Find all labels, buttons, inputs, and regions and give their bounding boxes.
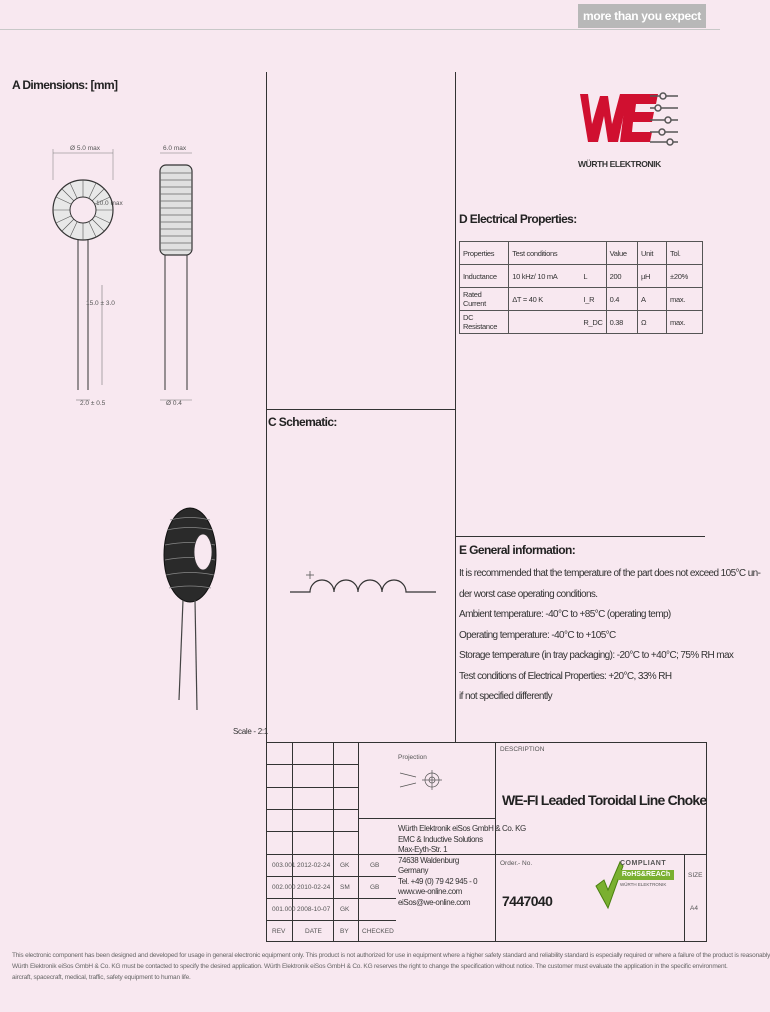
disclaimer-line: This electronic component has been designed and developed for usage in general electronic equipment only. This product is not authorized for use in equipment where a higher safety standard and reliability standard is especially required or where a failure of the product is reasonably xyxy=(12,952,770,959)
header-test-conditions: Test conditions xyxy=(509,242,581,265)
cell-value: 0.38 xyxy=(606,311,637,334)
electrical-properties-table xyxy=(459,241,703,334)
address-line: 74638 Waldenburg xyxy=(398,855,459,865)
header-symbol xyxy=(580,242,606,265)
disclaimer-text xyxy=(12,950,770,983)
description-label: DESCRIPTION xyxy=(500,746,545,753)
footer-col-line xyxy=(684,854,685,942)
dim-pitch: 2.0 ± 0.5 xyxy=(80,400,106,407)
projection-label: Projection xyxy=(398,754,427,761)
cell-value: 0.4 xyxy=(606,288,637,311)
cell-sym: L xyxy=(580,265,606,288)
general-line: if not specified differently xyxy=(459,691,553,702)
rohs-badge xyxy=(594,858,674,912)
rev-date: 2010-02-24 xyxy=(297,884,331,891)
toroid-side-view xyxy=(160,153,192,400)
cell-prop: Rated Current xyxy=(460,288,509,311)
footer-col-line xyxy=(333,742,334,942)
cell-unit: Ω xyxy=(637,311,666,334)
dim-width: 6.0 max xyxy=(163,145,187,152)
header-tol: Tol. xyxy=(667,242,703,265)
section-electrical-title: D Electrical Properties: xyxy=(459,212,577,226)
dimension-drawing xyxy=(40,135,220,415)
dim-height: 10.0 max xyxy=(96,200,123,207)
disclaimer-line: aircraft, spacecraft, medical, traffic, safety equipment to human life. xyxy=(12,974,191,981)
footer-col-line xyxy=(358,742,359,942)
section-general-title: E General information: xyxy=(459,543,576,557)
header-properties: Properties xyxy=(460,242,509,265)
general-line: It is recommended that the temperature of the part does not exceed 105°C un- xyxy=(459,568,761,579)
cell-unit: µH xyxy=(637,265,666,288)
section-schematic-title: C Schematic: xyxy=(268,415,337,429)
address-line: www.we-online.com xyxy=(398,887,462,896)
rev-header-rev: REV xyxy=(272,928,286,935)
cell-cond: ΔT = 40 K xyxy=(509,288,581,311)
footer-row-line xyxy=(266,876,396,877)
general-line: der worst case operating conditions. xyxy=(459,588,598,600)
table-header-row xyxy=(460,242,703,265)
brand-name: WÜRTH ELEKTRONIK xyxy=(578,159,661,169)
footer-row-line xyxy=(266,787,358,788)
rev-header-date: DATE xyxy=(305,928,322,935)
table-row xyxy=(460,311,703,334)
slogan-badge: more than you expect xyxy=(578,4,706,28)
footer-row-line xyxy=(266,809,358,810)
rev-number: 001.000 xyxy=(272,906,296,913)
cell-prop: Inductance xyxy=(460,265,509,288)
rev-by: GK xyxy=(340,906,350,913)
cell-tol: ±20% xyxy=(667,265,703,288)
address-line: eiSos@we-online.com xyxy=(398,897,471,907)
footer-row-line xyxy=(358,818,495,819)
cell-sym: R_DC xyxy=(580,311,606,334)
rohs-brand: WÜRTH ELEKTRONIK xyxy=(620,882,667,887)
footer-left-line xyxy=(266,742,267,942)
footer-right-line xyxy=(706,742,707,942)
rev-by: GK xyxy=(340,862,350,869)
product-title: WE-FI Leaded Toroidal Line Choke xyxy=(502,792,707,808)
general-line: Ambient temperature: -40°C to +85°C (operating temp) xyxy=(459,609,671,620)
rev-number: 003.001 xyxy=(272,862,296,869)
header-value: Value xyxy=(606,242,637,265)
order-number: 7447040 xyxy=(502,893,553,909)
size-value: A4 xyxy=(690,905,698,912)
footer-row-line xyxy=(266,898,396,899)
cell-unit: A xyxy=(637,288,666,311)
disclaimer-line: Würth Elektronik eiSos GmbH & Co. KG must be contacted to specify the desired application. Würth Elektronik eiSos GmbH & Co. KG reserves the right to change the specification without notice. The customer must evaluate the application in the specific environment. xyxy=(12,963,728,970)
rev-number: 002.000 xyxy=(272,884,296,891)
dim-lead-diameter: Ø 0.4 xyxy=(166,400,182,407)
table-row xyxy=(460,288,703,311)
footer-top-line xyxy=(266,742,706,743)
address-line: Würth Elektronik eiSos GmbH & Co. KG xyxy=(398,824,526,833)
address-line: EMC & Inductive Solutions xyxy=(398,834,483,844)
rev-header-checked: CHECKED xyxy=(362,928,394,935)
rev-checked: GB xyxy=(370,862,380,869)
rev-header-by: BY xyxy=(340,928,349,935)
size-label: SIZE xyxy=(688,872,703,879)
toroid-3d-image xyxy=(155,500,230,710)
address-line: Max-Eyth-Str. 1 xyxy=(398,845,448,854)
section-dimensions-title: A Dimensions: [mm] xyxy=(12,78,118,92)
footer-row-line xyxy=(266,764,358,765)
general-info-text xyxy=(459,564,760,708)
cell-cond xyxy=(509,311,581,334)
cell-sym: I_R xyxy=(580,288,606,311)
address-line: Germany xyxy=(398,866,429,875)
footer-bottom-line xyxy=(266,941,706,942)
projection-symbol-icon xyxy=(398,765,448,795)
wurth-logo xyxy=(578,86,683,176)
header-unit: Unit xyxy=(637,242,666,265)
rohs-reach: RoHS&REACh xyxy=(618,870,674,880)
rev-date: 2012-02-24 xyxy=(297,862,331,869)
divider-schematic xyxy=(266,409,456,410)
address-line: Tel. +49 (0) 79 42 945 - 0 xyxy=(398,876,478,886)
scale-label: Scale - 2:1 xyxy=(233,727,268,736)
rev-checked: GB xyxy=(370,884,380,891)
cell-prop: DC Resistance xyxy=(460,311,509,334)
toroid-top-view xyxy=(53,149,113,400)
cell-tol: max. xyxy=(667,311,703,334)
footer-row-line xyxy=(266,920,396,921)
cell-cond: 10 kHz/ 10 mA xyxy=(509,265,581,288)
cell-value: 200 xyxy=(606,265,637,288)
footer-row-line xyxy=(266,831,358,832)
table-row xyxy=(460,265,703,288)
order-no-label: Order.- No. xyxy=(500,860,533,867)
general-line: Storage temperature (in tray packaging): -20°C to +40°C; 75% RH max xyxy=(459,650,734,661)
general-line: Operating temperature: -40°C to +105°C xyxy=(459,629,616,641)
divider-mid xyxy=(455,72,456,742)
rev-date: 2008-10-07 xyxy=(297,906,331,913)
cell-tol: max. xyxy=(667,288,703,311)
inductor-symbol xyxy=(288,560,438,600)
dim-lead-length: 15.0 ± 3.0 xyxy=(86,300,115,307)
divider-left xyxy=(266,72,267,742)
general-line: Test conditions of Electrical Properties: +20°C, 33% RH xyxy=(459,670,672,682)
dim-outer-diameter: Ø 5.0 max xyxy=(70,145,100,152)
we-logo-icon xyxy=(578,86,683,156)
rev-by: SM xyxy=(340,884,350,891)
rohs-compliant: COMPLIANT xyxy=(620,860,667,867)
divider-general xyxy=(455,536,705,537)
